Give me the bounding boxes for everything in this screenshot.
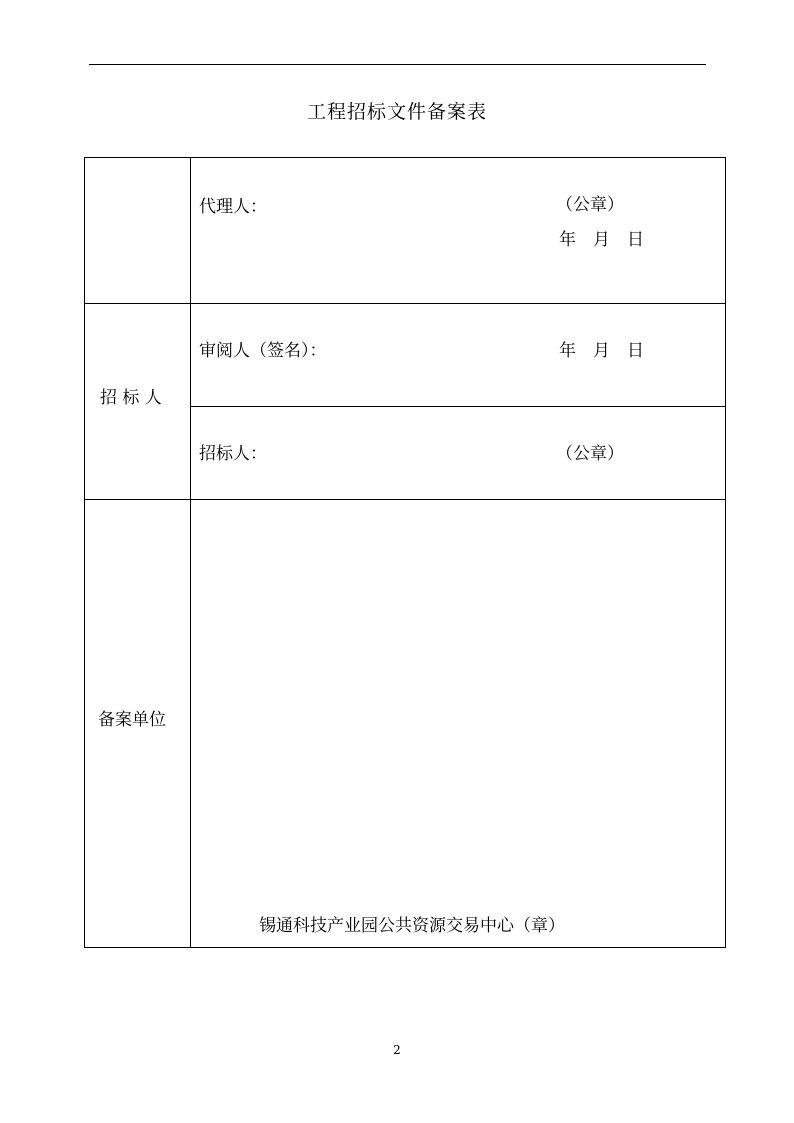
- filing-row-label: 备案单位: [98, 710, 166, 730]
- filing-form-table: [84, 157, 726, 948]
- header-rule: [89, 64, 706, 65]
- page-title: 工程招标文件备案表: [306, 101, 487, 123]
- table-border-right: [725, 157, 726, 948]
- page-number: 2: [393, 1043, 401, 1057]
- row-divider-tenderer: [84, 499, 726, 500]
- table-border-top: [84, 157, 726, 158]
- column-divider: [190, 157, 191, 948]
- row-divider-agent: [84, 303, 726, 304]
- agent-label: 代理人：: [199, 197, 267, 217]
- table-border-left: [84, 157, 85, 948]
- row-divider-reviewer: [190, 406, 726, 407]
- tenderer-label: 招标人：: [199, 444, 267, 464]
- tenderer-seal: （公章）: [556, 444, 624, 464]
- agent-date: 年 月 日: [559, 230, 644, 250]
- tenderer-row-label: 招 标 人: [100, 388, 162, 408]
- reviewer-date: 年 月 日: [559, 341, 644, 361]
- filing-footer: 锡通科技产业园公共资源交易中心（章）: [259, 916, 565, 936]
- reviewer-label: 审阅人（签名）：: [199, 341, 327, 361]
- table-border-bottom: [84, 947, 726, 948]
- agent-seal: （公章）: [556, 195, 624, 215]
